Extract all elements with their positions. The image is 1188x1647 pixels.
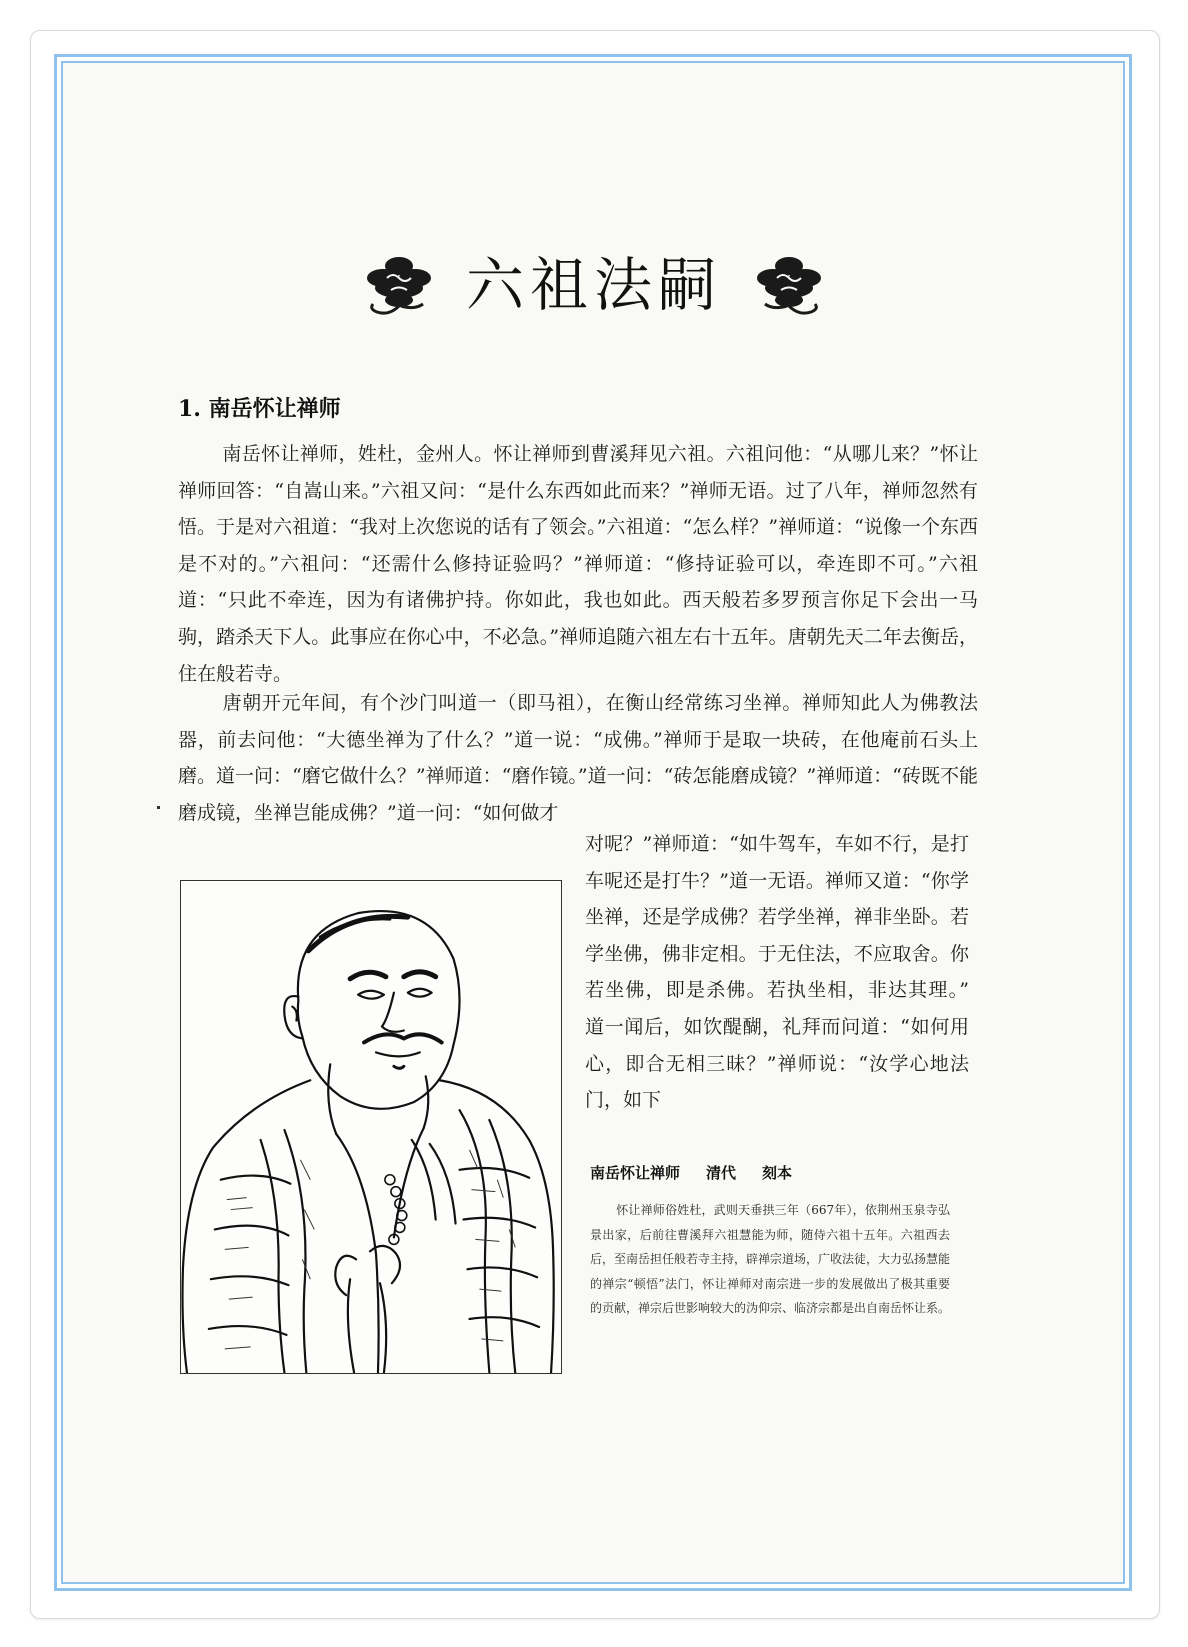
caption-body-text: 怀让禅师俗姓杜，武则天垂拱三年（667年），依荆州玉泉寺弘景出家，后前往曹溪拜六祖慧能为师，随侍六祖十五年。六祖西去后，至南岳担任般若寺主持，辟禅宗道场，广收法徒，大力弘扬慧能的禅宗“顿悟”法门，怀让禅师对南宗进一步的发展做出了极其重要的贡献，禅宗后世影响较大的沩仰宗、临济宗都是出自南岳怀让系。 [590,1203,951,1315]
caption-medium: 刻本 [762,1164,793,1182]
paragraph-2-continued: 对呢？”禅师道：“如牛驾车，车如不行，是打车呢还是打牛？”道一无语。禅师又道：“你学坐禅，还是学成佛？若学坐禅，禅非坐卧。若学坐佛，佛非定相。于无住法，不应取舍。你若坐佛，即是杀佛。若执坐相，非达其理。” 道一闻后，如饮醍醐，礼拜而问道：“如何用心，即合无相三昧？”禅师说：“汝学心地法门，如下 [585,833,969,1112]
cloud-ornament-left-icon [361,250,437,320]
section-heading: 1. 南岳怀让禅师 [178,396,341,422]
paragraph-1-text: 南岳怀让禅师，姓杜，金州人。怀让禅师到曹溪拜见六祖。六祖问他：“从哪儿来？”怀让禅师回答：“自嵩山来。”六祖又问：“是什么东西如此而来？”禅师无语。过了八年，禅师忽然有悟。于是对六祖道：“我对上次您说的话有了领会。”六祖道：“怎么样？”禅师道：“说像一个东西是不对的。”六祖问：“还需什么修持证验吗？”禅师道：“修持证验可以，牵连即不可。”六祖道：“只此不牵连，因为有诸佛护持。你如此，我也如此。西天般若多罗预言你足下会出一马驹，踏杀天下人。此事应在你心中，不必急。”禅师追随六祖左右十五年。唐朝先天二年去衡岳，住在般若寺。 [178,443,978,685]
caption-body [590,1198,950,1321]
cloud-ornament-right-icon [751,250,827,320]
page-title: 六祖法嗣 [465,251,722,319]
paragraph-2-text: 唐朝开元年间，有个沙门叫道一（即马祖），在衡山经常练习坐禅。禅师知此人为佛教法器，前去问他：“大德坐禅为了什么？”道一说：“成佛。”禅师于是取一块砖，在他庵前石头上磨。道一问：“磨它做什么？”禅师道：“磨作镜。”道一问：“砖怎能磨成镜？”禅师道：“砖既不能磨成镜，坐禅岂能成佛？”道一问：“如何做才 [178,692,978,824]
title-row [0,240,1188,330]
monk-portrait-woodcut [180,880,562,1374]
margin-mark [157,806,160,809]
caption-period: 清代 [706,1164,737,1182]
caption-name: 南岳怀让禅师 [590,1164,681,1182]
paragraph-1 [178,436,978,692]
monk-portrait-drawing [181,881,561,1373]
paragraph-2 [178,685,978,831]
caption-title [590,1162,818,1183]
